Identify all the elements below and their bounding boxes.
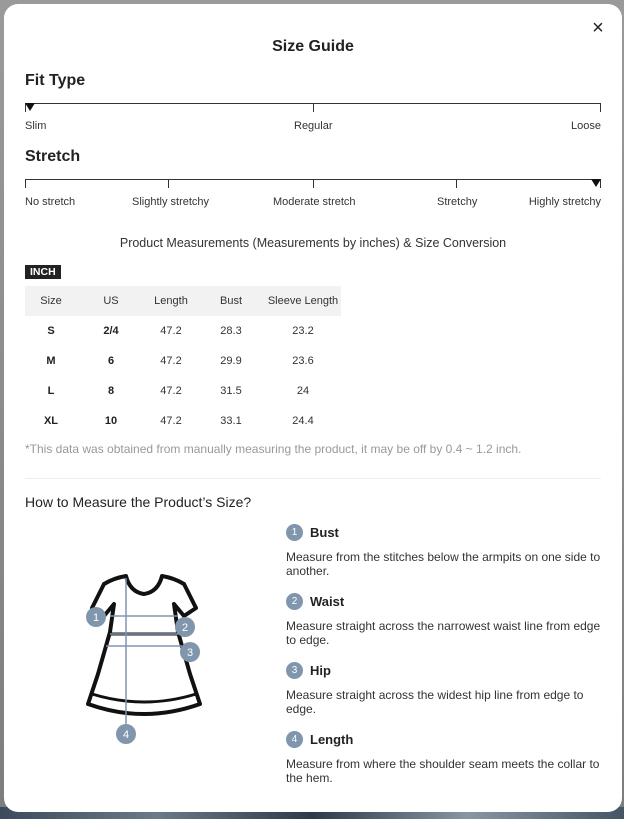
marker-label: 2 [181, 622, 189, 634]
modal-title: Size Guide [272, 38, 354, 55]
table-cell: L [47, 385, 55, 397]
table-cell: 29.9 [220, 355, 242, 367]
scale-tick [313, 179, 314, 188]
step-name: Length [310, 731, 354, 747]
stretch-title: Stretch [25, 148, 81, 165]
fit-type-title: Fit Type [25, 72, 86, 89]
scale-tick [25, 179, 26, 188]
section-divider [25, 478, 601, 479]
diagram-marker-2 [175, 617, 195, 637]
step-description: Measure straight across the narrowest waist line from edge to edge. [286, 619, 601, 647]
measurements-subtitle: Product Measurements (Measurements by inches) & Size Conversion [119, 236, 507, 250]
fit-selected-marker-icon [25, 103, 35, 111]
diagram-marker-4 [116, 724, 136, 744]
close-icon[interactable]: × [592, 17, 604, 39]
table-cell: S [47, 325, 55, 337]
table-cell: 23.2 [292, 325, 314, 337]
table-cell: XL [43, 415, 59, 427]
scale-tick [456, 179, 457, 188]
fit-label-loose: Loose [571, 120, 601, 132]
marker-label: 4 [122, 729, 130, 741]
step-description: Measure straight across the widest hip line from edge to edge. [286, 688, 584, 716]
step-number-badge: 3 [286, 662, 303, 679]
table-row [25, 316, 341, 346]
unit-badge[interactable]: INCH [25, 265, 61, 279]
step-number-badge: 4 [286, 731, 303, 748]
fit-type-scale [25, 103, 601, 143]
table-cell: 33.1 [220, 415, 242, 427]
scale-tick [168, 179, 169, 188]
table-cell: 24 [296, 385, 310, 397]
table-cell: 47.2 [160, 385, 182, 397]
table-cell: 2/4 [103, 325, 119, 337]
stretch-label-highly: Highly stretchy [528, 196, 601, 208]
table-cell: 8 [107, 385, 115, 397]
step-description: Measure from where the shoulder seam meets the collar to the hem. [286, 757, 600, 785]
step-name: Bust [310, 524, 339, 540]
table-cell: 6 [107, 355, 115, 367]
table-cell: 24.4 [292, 415, 314, 427]
diagram-marker-3 [180, 642, 200, 662]
table-header: Bust [197, 286, 265, 316]
table-row [25, 406, 341, 436]
stretch-scale [25, 179, 601, 219]
table-header: Length [145, 286, 197, 316]
stretch-selected-marker-icon [591, 179, 601, 187]
step-waist [286, 592, 604, 647]
table-header: Size [25, 286, 77, 316]
dress-diagram-icon [74, 564, 214, 749]
stretch-label-moderate: Moderate stretch [273, 196, 356, 208]
step-name: Waist [310, 593, 345, 609]
fit-label-slim: Slim [25, 120, 47, 132]
table-row [25, 376, 341, 406]
table-cell: 47.2 [160, 355, 182, 367]
table-header-row [25, 286, 341, 316]
measurement-note: *This data was obtained from manually measuring the product, it may be off by 0.4 ~ 1.2 inch. [25, 442, 522, 456]
table-cell: 47.2 [160, 415, 182, 427]
step-description: Measure from the stitches below the armpits on one side to another. [286, 550, 601, 578]
table-cell: 31.5 [220, 385, 242, 397]
step-number-badge: 1 [286, 524, 303, 541]
size-guide-modal [4, 4, 622, 812]
stretch-label-slightly: Slightly stretchy [132, 196, 210, 208]
table-cell: 28.3 [220, 325, 242, 337]
marker-label: 3 [186, 647, 194, 659]
table-cell: 47.2 [160, 325, 182, 337]
step-hip [286, 661, 604, 716]
table-header: US [77, 286, 145, 316]
how-to-measure-title: How to Measure the Product’s Size? [25, 494, 252, 510]
table-cell: 23.6 [292, 355, 314, 367]
step-length [286, 730, 604, 785]
marker-label: 1 [92, 612, 100, 624]
stretch-label-none: No stretch [25, 196, 76, 208]
fit-label-regular: Regular [294, 120, 333, 132]
step-bust [286, 523, 604, 578]
measurements-table [25, 286, 341, 436]
diagram-marker-1 [86, 607, 106, 627]
scale-tick [600, 103, 601, 112]
step-name: Hip [310, 662, 331, 678]
stretch-label-stretchy: Stretchy [437, 196, 478, 208]
table-header: Sleeve Length [265, 286, 341, 316]
table-row [25, 346, 341, 376]
table-cell: 10 [104, 415, 118, 427]
table-cell: M [46, 355, 56, 367]
measure-steps [286, 523, 604, 799]
scale-tick [313, 103, 314, 112]
step-number-badge: 2 [286, 593, 303, 610]
